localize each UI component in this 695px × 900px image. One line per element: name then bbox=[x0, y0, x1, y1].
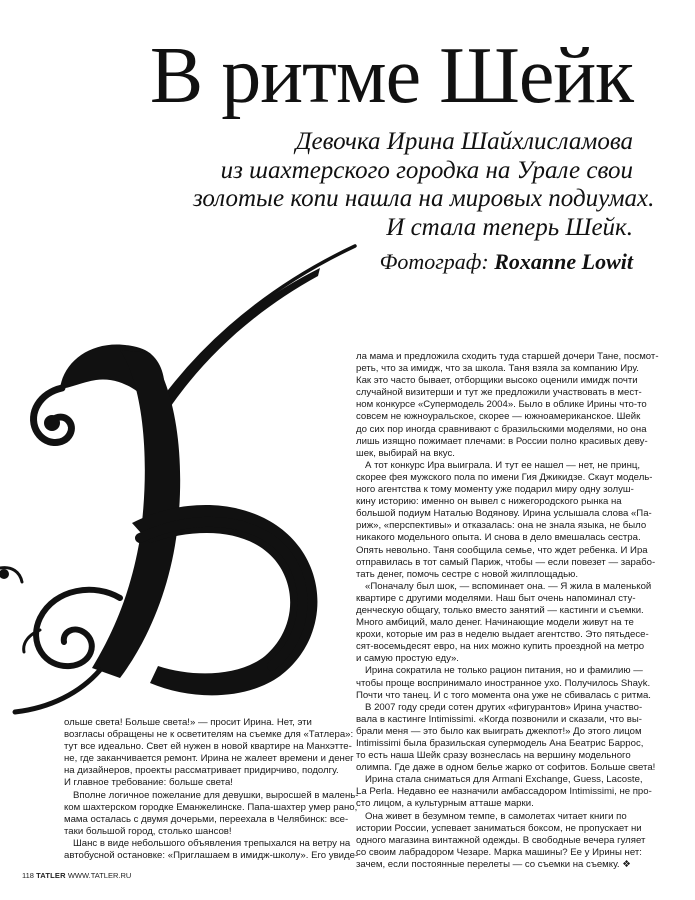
page-number: 118 bbox=[22, 871, 34, 880]
text-line: на дизайнеров, проекты рассматривает придирчиво, подолгу. bbox=[64, 765, 339, 777]
text-line: Intimissimi была бразильская супермодель Ана Беатрис Баррос, bbox=[356, 738, 644, 749]
article-column-right bbox=[356, 351, 659, 871]
text-line: Она живет в безумном темпе, в самолетах читает книги по bbox=[365, 810, 627, 822]
article-column-left bbox=[64, 717, 359, 862]
text-line: большой подиум Наталью Водянову. Ирина услышала слова «Па- bbox=[356, 508, 652, 520]
paragraph bbox=[64, 837, 359, 862]
text-line: Почти что танец. И с того момента она уже не сбивалась с ритма. bbox=[356, 689, 651, 701]
text-line: квартире с другими моделями. Наш быт очень напоминал сту- bbox=[356, 592, 636, 604]
text-line: истории России, успевает заниматься боксом, не пропускает ни bbox=[356, 822, 642, 834]
paragraph bbox=[356, 774, 652, 810]
subtitle-line: из шахтерского городка на Урале свои bbox=[220, 156, 633, 184]
text-line: ком шахтерском городке Еманжелинске. Папа-шахтер умер рано, bbox=[64, 801, 358, 813]
text-line: шек, выбирай на вкус. bbox=[356, 447, 455, 459]
text-line: денческую общагу, только вместо занятий — кастинги и съемки. bbox=[356, 604, 644, 616]
subtitle-line: Девочка Ирина Шайхлисламова bbox=[295, 128, 633, 155]
text-line: Как это часто бывает, отборщики высоко оценили имидж почти bbox=[356, 375, 638, 387]
text-line: ольше света! Больше света!» — просит Ирина. Нет, эти bbox=[64, 717, 312, 728]
text-line: Ирина стала сниматься для Armani Exchange, Guess, Lacoste, bbox=[365, 774, 643, 786]
text-line: тать денег, помочь сестре с новой жилплощадью. bbox=[356, 568, 579, 580]
text-line: не, где заканчивается ремонт. Ирина не жалеет времени и денег bbox=[64, 753, 354, 765]
drop-cap-letter bbox=[0, 238, 360, 718]
photographer-credit bbox=[380, 248, 633, 276]
text-line: возгласы обращены не к осветителям на съемке для «Татлера»: bbox=[64, 729, 354, 741]
text-line: случайной визитерши и тут же предложили участвовать в мест- bbox=[356, 387, 642, 399]
text-line: сто лицом, а культурным атташе марки. bbox=[356, 798, 534, 810]
article-title: В ритме Шейк bbox=[149, 32, 633, 120]
paragraph bbox=[356, 580, 652, 666]
text-line: сят-восемьдесят евро, на них можно купить проездной на метро bbox=[356, 641, 645, 653]
text-line: Шанс в виде небольшого объявления трепыхался на ветру на bbox=[73, 837, 351, 849]
paragraph bbox=[356, 811, 648, 871]
magazine-url: WWW.TATLER.RU bbox=[67, 871, 132, 880]
text-line: лишь изящно пожимает плечами: в России полно красивых деву- bbox=[356, 435, 648, 447]
text-line: ного агентства к тому моменту уже подарил миру одну золуш- bbox=[356, 484, 634, 496]
text-line: Ирина сократила не только рацион питания, но и фамилию — bbox=[365, 665, 643, 677]
text-line: риж», «перспективы» и отказалась: она не знала языка, не было bbox=[356, 520, 647, 532]
magazine-name: TATLER bbox=[36, 871, 66, 880]
text-line: La Perla. Недавно ее назначили амбассадором Intimissimi, не про- bbox=[356, 786, 652, 798]
text-line: одного магазина винтажной одежды. В свободные вечера гуляет bbox=[356, 834, 646, 846]
subtitle-line: золотые копи нашла на мировых подиумах. bbox=[193, 185, 655, 212]
paragraph bbox=[356, 701, 656, 775]
text-line: со своим лабрадором Чезаре. Марка машины? Ее у Ирины нет: bbox=[356, 846, 642, 858]
text-line: мама осталась с двумя дочерьми, переехала в Челябинск: все- bbox=[64, 813, 349, 825]
text-line: «Поначалу был шок, — вспоминает она. — Я жила в маленькой bbox=[365, 580, 652, 592]
text-line: автобусной остановке: «Приглашаем в имидж-школу». Его увиде- bbox=[64, 850, 359, 862]
text-line: и самую простую еду». bbox=[356, 653, 459, 665]
text-line: А тот конкурс Ира выиграла. И тут ее нашел — нет, не принц, bbox=[365, 459, 641, 471]
text-line: Опять невольно. Таня сообщила семье, что ждет ребенка. И Ира bbox=[356, 544, 648, 556]
text-line: то есть наша Шейк сразу вознеслась на вершину модельного bbox=[356, 750, 631, 762]
text-line: никакого модельного опыта. И снова в дело вмешалась сестра. bbox=[356, 532, 641, 544]
text-line: ла мама и предложила сходить туда старшей дочери Тане, посмот- bbox=[356, 351, 659, 362]
paragraph bbox=[64, 789, 359, 838]
text-line: В 2007 году среди сотен других «фигурантов» Ирина участво- bbox=[365, 701, 643, 713]
text-line: крохи, которые им раз в неделю выдает агентство. Это пятьдесе- bbox=[356, 629, 649, 641]
text-line: олимпа. Где даже в одном белье жарко от софитов. Больше света! bbox=[356, 762, 656, 774]
page-footer bbox=[22, 871, 131, 881]
text-line: реть, что за имидж, что за школа. Таня взяла за компанию Иру. bbox=[356, 363, 639, 375]
text-line: чтобы проще воспринимало иностранное ухо. Получилось Shayk. bbox=[356, 677, 651, 689]
credit-label: Фотограф: bbox=[379, 249, 489, 274]
paragraph bbox=[356, 351, 659, 460]
photographer-name: Roxanne Lowit bbox=[494, 249, 633, 274]
paragraph bbox=[64, 717, 354, 790]
text-line: кину историю: именно он вывел с нижегородского рынка на bbox=[356, 496, 622, 508]
text-line: И главное требование: больше света! bbox=[64, 777, 233, 789]
text-line: скорее фея мужского пола по имени Гия Джикидзе. Скаут модель- bbox=[356, 471, 653, 483]
text-line: совсем не южноуральское, скорее — южноамериканское. Шейк bbox=[356, 411, 641, 423]
text-line: отправилась в тот самый Париж, чтобы — если повезет — зарабо- bbox=[356, 556, 656, 568]
text-line: брали меня — это было как выиграть джекпот!» До этого лицом bbox=[356, 725, 642, 737]
text-line: вала в кастинге Intimissimi. «Когда позвонили и сказали, что вы- bbox=[356, 713, 642, 725]
text-line: зачем, если постоянные перелеты — со съемки на съемку. ❖ bbox=[356, 858, 631, 870]
paragraph bbox=[356, 459, 656, 581]
text-line: тут все идеально. Свет ей нужен в новой квартире на Манхэтте- bbox=[64, 741, 352, 753]
text-line: Много амбиций, мало денег. Начинающие модели живут на те bbox=[356, 617, 634, 629]
text-line: Вполне логичное пожелание для девушки, выросшей в малень- bbox=[73, 789, 359, 801]
text-line: таки большой город, столько шансов! bbox=[64, 825, 232, 837]
article-subtitle bbox=[193, 128, 655, 242]
subtitle-line: И стала теперь Шейк. bbox=[386, 213, 633, 241]
paragraph bbox=[356, 665, 651, 701]
text-line: до сих пор иногда сравнивают с бразильскими моделями, но она bbox=[356, 423, 647, 435]
text-line: ном конкурсе «Супермодель 2004». Было в облике Ирины что-то bbox=[356, 399, 647, 411]
